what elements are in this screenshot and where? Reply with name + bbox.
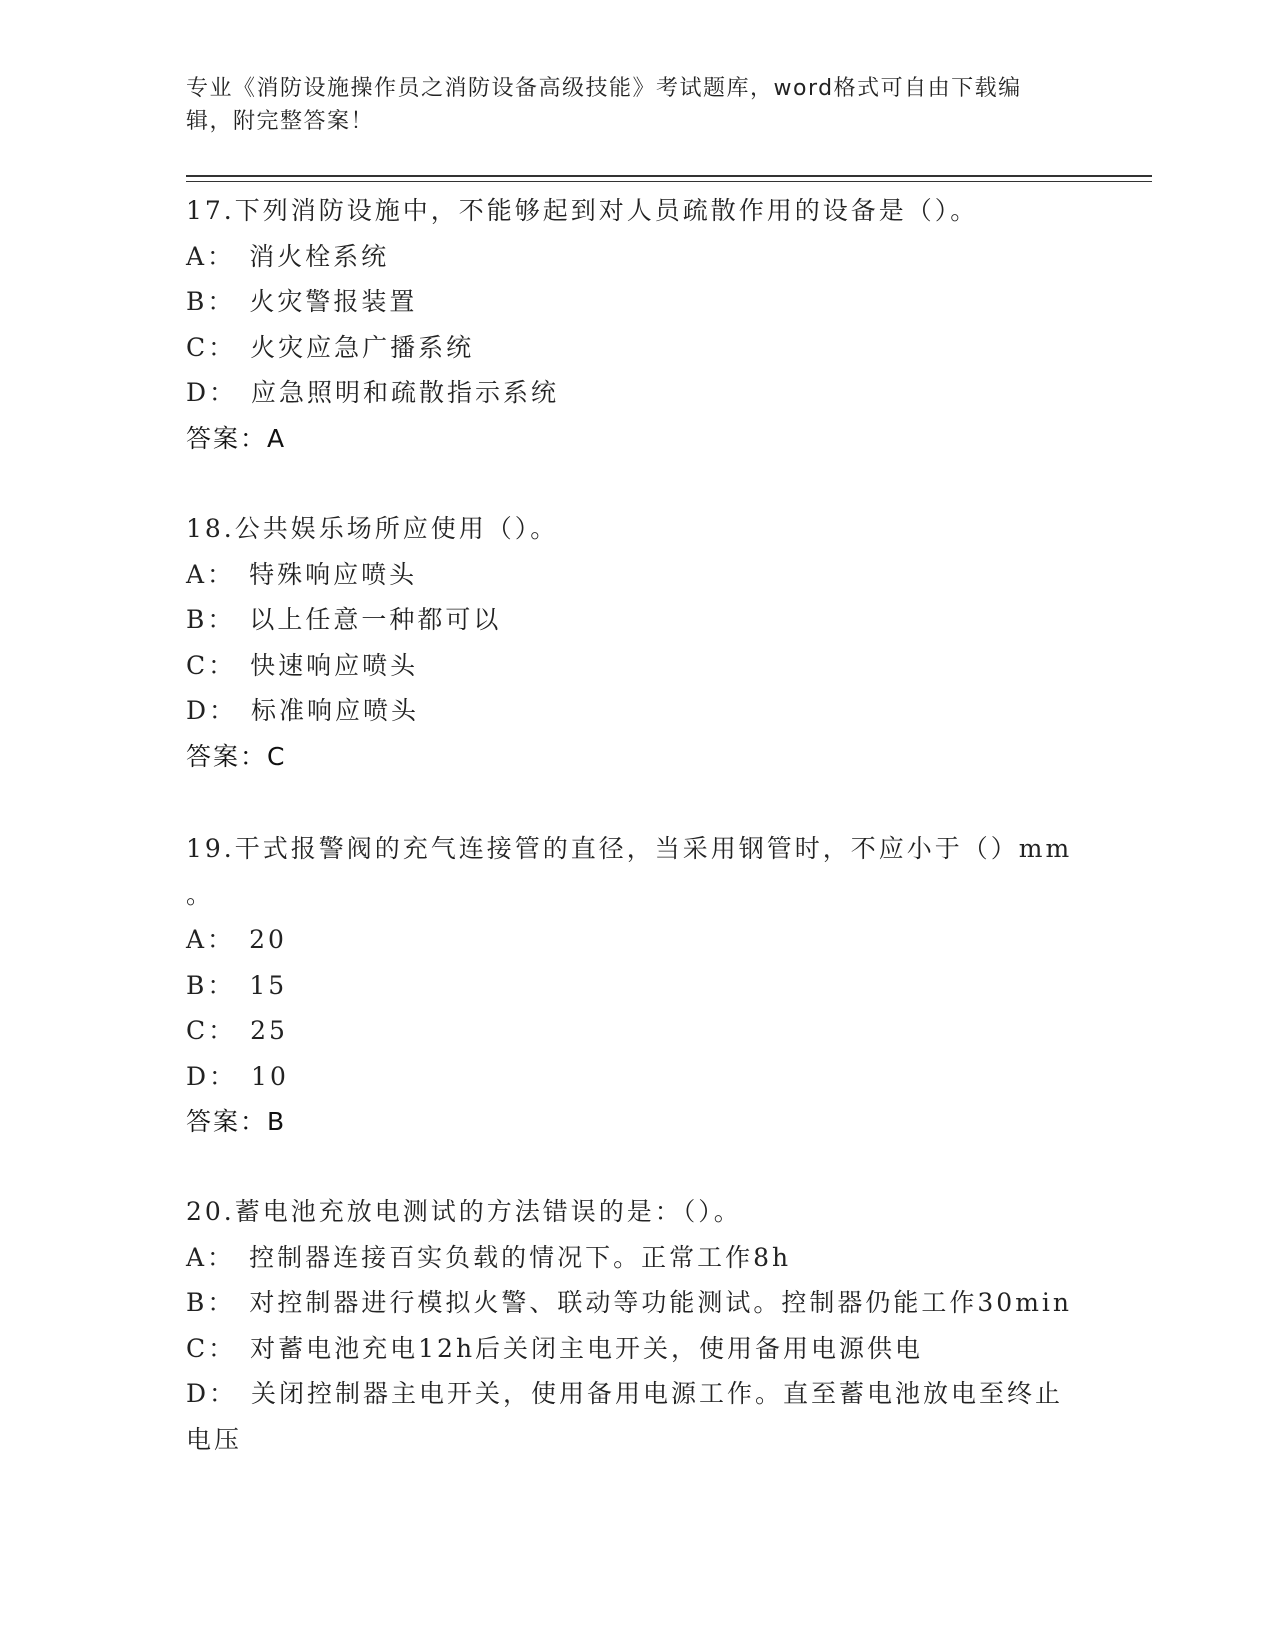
option-b xyxy=(186,1280,1086,1326)
option-label: C： xyxy=(186,1016,237,1045)
option-label: D： xyxy=(186,378,238,407)
option-label: A： xyxy=(186,1242,236,1272)
option-label: C： xyxy=(186,650,237,680)
answer-line: 答案：B xyxy=(186,1107,287,1136)
option-a xyxy=(186,552,1086,598)
option-c xyxy=(186,643,1086,689)
option-b xyxy=(186,597,1086,643)
option-text: 控制器连接百实负载的情况下。正常工作8h xyxy=(249,1242,792,1272)
option-label: D： xyxy=(186,1379,238,1408)
option-text: 以上任意一种都可以 xyxy=(249,605,502,634)
question-stem: 18.公共娱乐场所应使用（）。 xyxy=(186,514,559,543)
header-divider-thin xyxy=(186,181,1152,182)
option-text: 对控制器进行模拟火警、联动等功能测试。控制器仍能工作30min xyxy=(249,1288,1072,1317)
option-a xyxy=(186,1235,1086,1281)
option-text: 20 xyxy=(249,925,287,954)
option-label: A： xyxy=(186,241,236,271)
option-text: 快速响应喷头 xyxy=(250,650,419,680)
question-stem: 19.干式报警阀的充气连接管的直径，当采用钢管时，不应小于（）mm xyxy=(186,834,1073,863)
question-stem: 20.蓄电池充放电测试的方法错误的是：（）。 xyxy=(186,1197,742,1226)
option-text: 10 xyxy=(251,1061,289,1091)
document-intro: 专业《消防设施操作员之消防设备高级技能》考试题库，word格式可自由下载编辑，附完整答案！ xyxy=(186,76,1022,134)
option-label: C： xyxy=(186,1333,237,1363)
question-17 xyxy=(186,188,1086,461)
option-label: B： xyxy=(186,970,236,1000)
option-d xyxy=(186,688,1086,734)
option-label: D： xyxy=(186,1061,238,1091)
option-c xyxy=(186,1326,1086,1372)
option-text: 消火栓系统 xyxy=(249,241,390,271)
question-18 xyxy=(186,506,1086,779)
option-label: B： xyxy=(186,287,236,316)
option-text: 15 xyxy=(249,970,288,1000)
option-text: 关闭控制器主电开关，使用备用电源工作。直至蓄电池放电至终止电压 xyxy=(186,1379,1064,1454)
option-text: 火灾警报装置 xyxy=(249,287,418,316)
option-label: D： xyxy=(186,696,238,725)
option-d xyxy=(186,1054,1086,1100)
option-b xyxy=(186,279,1086,325)
option-c xyxy=(186,325,1086,371)
answer-line: 答案：C xyxy=(186,741,287,771)
question-20 xyxy=(186,1189,1086,1462)
option-label: B： xyxy=(186,605,236,634)
option-text: 应急照明和疏散指示系统 xyxy=(251,378,560,407)
option-text: 对蓄电池充电12h后关闭主电开关，使用备用电源供电 xyxy=(250,1333,924,1363)
header-divider xyxy=(186,175,1152,177)
option-d xyxy=(186,1371,1066,1462)
option-label: C： xyxy=(186,332,237,362)
option-b xyxy=(186,963,1086,1009)
option-a xyxy=(186,234,1086,280)
option-label: A： xyxy=(186,925,236,954)
option-label: B： xyxy=(186,1288,236,1317)
option-text: 火灾应急广播系统 xyxy=(250,332,475,362)
option-text: 标准响应喷头 xyxy=(251,696,420,725)
option-text: 25 xyxy=(250,1016,288,1045)
question-stem-continuation: 。 xyxy=(186,879,215,909)
option-a xyxy=(186,917,1086,963)
answer-line: 答案：A xyxy=(186,423,287,453)
option-c xyxy=(186,1008,1086,1054)
question-stem: 17.下列消防设施中，不能够起到对人员疏散作用的设备是（）。 xyxy=(186,196,979,225)
option-label: A： xyxy=(186,559,236,589)
option-text: 特殊响应喷头 xyxy=(249,559,418,589)
question-19 xyxy=(186,826,1086,1145)
option-d xyxy=(186,370,1086,416)
